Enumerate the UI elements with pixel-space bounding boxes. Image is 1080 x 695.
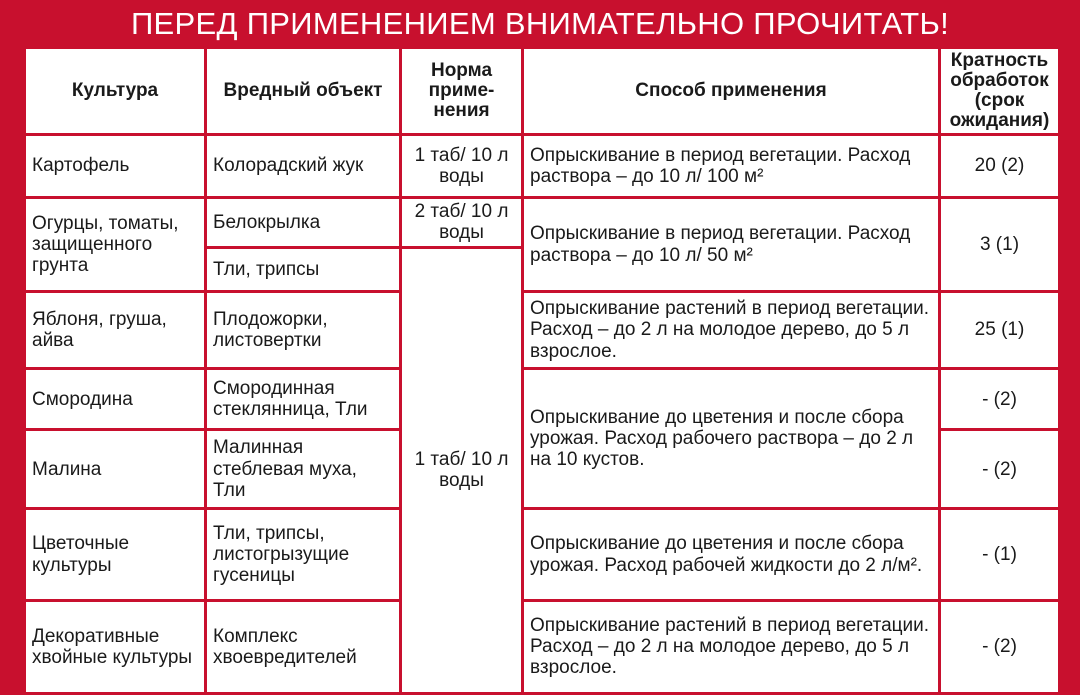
pest-cell: Белокрылка	[207, 199, 399, 246]
header-pest: Вредный объект	[207, 49, 399, 133]
count-cell: 3 (1)	[941, 199, 1058, 290]
count-cell: 20 (2)	[941, 136, 1058, 196]
count-cell: - (2)	[941, 370, 1058, 428]
table-row	[26, 136, 1058, 196]
pest-cell: Плодожорки, листовертки	[207, 293, 399, 367]
culture-cell: Смородина	[26, 370, 204, 428]
table-row	[26, 199, 1058, 246]
warning-banner: ПЕРЕД ПРИМЕНЕНИЕМ ВНИМАТЕЛЬНО ПРОЧИТАТЬ!	[130, 6, 950, 41]
header-culture: Культура	[26, 49, 204, 133]
culture-cell: Цветочные культуры	[26, 510, 204, 598]
pest-cell: Тли, трипсы	[207, 249, 399, 290]
method-cell: Опрыскивание растений в период вегетации. Расход – до 2 л на молодое дерево, до 5 л взрослое.	[524, 602, 938, 692]
method-cell: Опрыскивание до цветения и после сбора урожая. Расход рабочего раствора – до 2 л на 10 кустов.	[524, 370, 938, 507]
culture-cell: Малина	[26, 431, 204, 507]
culture-cell: Яблоня, груша, айва	[26, 293, 204, 367]
norm-cell: 1 таб/ 10 л воды	[402, 136, 521, 196]
header-norm: Норма приме-нения	[402, 49, 521, 133]
table-row	[26, 602, 1058, 692]
method-cell: Опрыскивание в период вегетации. Расход раствора – до 10 л/ 100 м²	[524, 136, 938, 196]
count-cell: - (2)	[941, 602, 1058, 692]
count-cell: - (1)	[941, 510, 1058, 598]
table-row	[26, 370, 1058, 428]
method-cell: Опрыскивание в период вегетации. Расход раствора – до 10 л/ 50 м²	[524, 199, 938, 290]
pest-cell: Малинная стеблевая муха, Тли	[207, 431, 399, 507]
method-cell: Опрыскивание растений в период вегетации. Расход – до 2 л на молодое дерево, до 5 л взрослое.	[524, 293, 938, 367]
culture-cell: Картофель	[26, 136, 204, 196]
count-cell: 25 (1)	[941, 293, 1058, 367]
header-method: Способ применения	[524, 49, 938, 133]
culture-cell: Декоративные хвойные культуры	[26, 602, 204, 692]
norm-cell: 2 таб/ 10 л воды	[402, 199, 521, 246]
culture-cell: Огурцы, томаты, защищенного грунта	[26, 199, 204, 290]
pest-cell: Комплекс хвоевредителей	[207, 602, 399, 692]
pest-cell: Смородинная стеклянница, Тли	[207, 370, 399, 428]
application-table	[23, 46, 1061, 695]
table-row	[26, 293, 1058, 367]
pest-cell: Колорадский жук	[207, 136, 399, 196]
header-row	[26, 49, 1058, 133]
table-row	[26, 510, 1058, 598]
header-count: Кратность обработок (срок ожидания)	[941, 49, 1058, 133]
count-cell: - (2)	[941, 431, 1058, 507]
shared-norm-cell: 1 таб/ 10 л воды	[402, 249, 521, 692]
method-cell: Опрыскивание до цветения и после сбора урожая. Расход рабочей жидкости до 2 л/м².	[524, 510, 938, 598]
pest-cell: Тли, трипсы, листогрызущие гусеницы	[207, 510, 399, 598]
